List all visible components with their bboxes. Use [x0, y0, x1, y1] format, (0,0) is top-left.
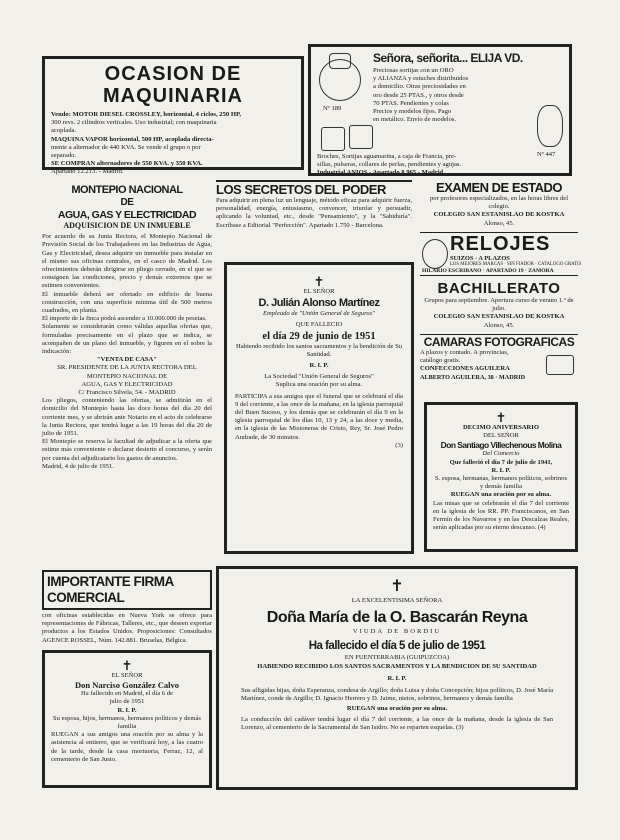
esquela-line: La conducción del cadáver tendrá lugar el día 7 del corriente, a las once de la mañana, desde la iglesia de San Lorenzo, al cementerio de la Sacramental de San Isidro. No se reparten esquelas. (3) [241, 715, 553, 731]
cross-icon: ✝ [390, 578, 404, 595]
ad-joyas [308, 44, 572, 176]
esquela-pre: LA EXCELENTISIMA SEÑORA [351, 597, 443, 604]
firma-body: con oficinas establecidas en Nueva York se ofrece para representaciones de Fábricas, Talleres, etc., que deseen exportar productos a los Estados Unidos. Proposiciones: Consultados AGENCE ROSSEL, Núm. 142.881. Bruselas, Bélgica. [42, 612, 212, 644]
maquinaria-line: separado. [51, 152, 77, 160]
esquela-pre: DECIMO ANIVERSARIO [462, 424, 540, 431]
joyas-line: Precios y modelos fijos. Pago [373, 108, 452, 116]
esquela-gonzalez-calvo [42, 650, 212, 788]
esquela-line: RUEGAN una oración por su alma. [450, 491, 552, 499]
relojes-sub: LOS MEJORES MARCAS · SIN FIADOR · CATALOGO GRATIS [450, 262, 582, 267]
esquela-line: Ha fallecido en Madrid, el día 6 de [81, 690, 173, 698]
ring-stone-illustration [329, 53, 351, 69]
esquela-line: S. esposa, hermanas, hermanos políticos, sobrinos y demás familia [434, 475, 568, 491]
cross-icon: ✝ [495, 410, 507, 425]
esquela-sub: Del Comercio [482, 450, 520, 458]
montepio-paragraph: El importe de la finca podrá ascender a 10.000.000 de pesetas. [42, 315, 207, 323]
joyas-line: oro desde 25 PTAS., y otros desde [373, 91, 464, 99]
secretos-title: LOS SECRETOS DEL PODER [216, 182, 386, 197]
esquela-line: La Sociedad "Unión General de Seguros" [264, 373, 374, 381]
cufflinks-illustration [321, 127, 345, 151]
montepio-heading: DE [120, 197, 134, 208]
joyas-line: a domicilio. Otras preciosidades en [373, 83, 466, 91]
esquela-line: PARTICIPA a sus amigos que el funeral que se celebrará el día 9 del corriente, a las once de la mañana, en la iglesia parroquial del Buen Suceso, y los demás que se celebrarán el día 9 en la iglesia parroquial de los días 10, 13 y 24, a las doce y media, en la iglesia de las Misioneras de Cristo, Rey, Sr. José Pedro Andrade, de 30 minutos. [235, 392, 403, 441]
esquela-alonso-martinez [224, 262, 414, 554]
maquinaria-line: SE COMPRAN alternadores de 550 KVA. y 350 KVA. [51, 160, 203, 168]
bachillerato-line: COLEGIO SAN ESTANISLAO DE KOSTKA [433, 313, 565, 321]
esquela-line: Que falleció el día 7 de julio de 1941, [449, 458, 553, 466]
montepio-quote: "VENTA DE CASA" [97, 356, 157, 364]
camaras-line: A plazos y contado. A provincias, catálogo gratis. [420, 349, 509, 365]
montepio-paragraph: Por acuerdo de su Junta Rectora, el Montepío Nacional de Previsión Social de los Trabajadores en las Industrias de Agua, Gas y Electricidad, desea adquirir un inmueble para instalar en el mismo sus oficinas centrales, en el casco de Madrid. Los ofrecimientos deberán dirigirse en pliego cerrado, en el que se consignen las condiciones, precio y demás extremos que se estimen convenientes. [42, 233, 212, 290]
joyas-footer: Broches, Sortijas aguamarina, a caja de Francia, pre- [317, 153, 457, 160]
bachillerato-line: Grupos para septiembre. Apertura curso de verano 1.º de julio. [424, 297, 574, 313]
esquela-line: Empleado de "Unión General de Seguros" [262, 310, 376, 318]
joyas-line: Preciosas sortijas con un ORO [373, 67, 454, 74]
esquela-line: Las misas que se celebrarán el día 7 del corriente en la iglesia de los RR. PP. Franciscanos, en San Fermín de los Navarros y en las Descalzas Reales, serán aplicadas por su eterno descanso. (4) [433, 499, 569, 532]
esquela-line: Habiendo recibido los santos sacramentos y la bendición de Su Santidad. [235, 342, 403, 358]
ad-camaras-fotograficas [420, 334, 578, 394]
maquinaria-line: 300 revs. 2 cilindros verticales. Uso industrial; con maquinaria [51, 119, 217, 127]
esquela-name: Doña María de la O. Bascarán Reyna [266, 609, 528, 627]
ad-relojes [420, 232, 582, 276]
camera-icon [546, 355, 574, 375]
joyas-title: Señora, señorita... ELIJA VD. [373, 51, 523, 65]
maquinaria-line: acoplada. [51, 127, 77, 135]
montepio-address: SR. PRESIDENTE DE LA JUNTA RECTORA DEL MONTEPIO NACIONAL DE [57, 364, 197, 380]
medal-illustration [537, 105, 563, 147]
esquela-rip: R. I. P. [309, 362, 329, 370]
maquinaria-line: Apartado 12.213. - Madrid. [51, 168, 124, 176]
esquela-bascaran-reyna [216, 566, 578, 790]
joyas-line: en metálico. Envío de modelos. [373, 116, 457, 124]
esquela-line: Sus afligidas hijas, doña Esperanza, condesa de Argillo; doña Luisa y doña Concepción; hijos políticos, D. José María Martínez, conde de Argillo; D. Ignacio Herrero y D. Jaime, nietos, sobrinos, hermanos y demás familia [241, 687, 553, 703]
esquela-rip: R. I. P. [491, 466, 511, 474]
esquela-line: julio de 1951 [109, 698, 145, 706]
ad-montepio [42, 184, 212, 566]
esquela-name: D. Julián Alonso Martínez [258, 297, 380, 310]
secretos-body: Para adquirir en plena luz un lenguaje, método eficaz para adquirir fuerza, personalidad, energía, entusiasmo, convencer, triunfar y persuadir, aplicando la voluntad, etc., desde "Pensamiento", y la "Sabiduría". Escríbase a Editorial "Perfección". Apartado 1.750 - Barcelona. [216, 197, 412, 229]
esquela-pre: EL SEÑOR [111, 672, 143, 679]
bachillerato-line: Alonso, 45. [483, 321, 515, 329]
camaras-title: CAMARAS FOTOGRAFICAS [423, 335, 575, 349]
esquela-villechenous-molina [424, 402, 578, 552]
examen-line: por profesores especializados, en las horas libres del colegio. [429, 195, 569, 211]
esquela-pre: EL SEÑOR [303, 288, 335, 295]
esquela-number: (3) [395, 441, 403, 449]
camaras-line: CONFECCIONES AGUILERA [420, 365, 510, 373]
esquela-line: Suplica una oración por su alma. [275, 381, 363, 389]
ring-tag-189: Nº 189 [323, 105, 342, 112]
ad-examen-estado [420, 180, 578, 230]
esquela-rip: R. I. P. [387, 674, 407, 682]
relojes-line: HILARIO ESCRIBANO · APARTADO 19 · ZAMORA [422, 268, 554, 274]
ad-ocasion-maquinaria [42, 56, 304, 176]
maquinaria-line: MAQUINA VAPOR horizontal, 500 HP, acoplada directa- [51, 135, 214, 143]
bachillerato-title: BACHILLERATO [437, 280, 561, 297]
montepio-paragraph: Solamente se considerarán como válidas aquellas ofertas que, formuladas precisamente en el plazo que se indica, se acompañen de un plano del inmueble, y figuren en el sobre la indicación: [42, 323, 212, 356]
examen-line: COLEGIO SAN ESTANISLAO DE KOSTKA [433, 211, 565, 219]
esquela-viuda: VIUDA DE BORDIU [352, 628, 442, 636]
montepio-paragraph: El Montepío se reserva la facultad de adjudicar a la oferta que estime más conveniente o declarar desierto el concurso, y serán por cuenta del adjudicatario los gastos de anuncios. [42, 438, 212, 462]
joyas-line: 70 PTAS. Pendientes y colas [373, 99, 449, 107]
ad-secretos-del-poder [216, 180, 412, 244]
relojes-sub: SUIZOS · A PLAZOS [450, 255, 510, 262]
maquinaria-line: Vendo: MOTOR DIESEL CROSSLEY, horizontal, 4 ciclos, 250 HP, [51, 111, 242, 118]
esquela-line: RUEGAN una oración por su alma. [346, 705, 448, 713]
esquela-rip: R. I. P. [117, 706, 137, 714]
esquela-line: RUEGAN a sus amigos una oración por su alma y la asistencia al entierro, que se verificará hoy, a las cuatro de la tarde, desde la casa mortuoria, Ferraz, 12, al cementerio de San Justo. [51, 731, 203, 763]
esquela-line: QUE FALLECIO [295, 321, 343, 329]
montepio-paragraph: Los pliegos, conteniendo las ofertas, se admitirán en el domicilio del Montepío hasta las doce horas del día 20 del corriente mes, y se abrirán ante Notario en el acto de celebrarse la Junta Rectora, que tendrá lugar a las 19 horas del día 20 de julio de 1951. [42, 397, 212, 438]
cufflinks-illustration [349, 125, 373, 149]
montepio-paragraph: El inmueble deberá ser ofertado en edificio de buena construcción, con una superficie mínima útil de 500 metros cuadrados, en planta. [42, 290, 212, 315]
montepio-date: Madrid, 4 de julio de 1951. [42, 462, 114, 470]
joyas-footer: sillas, pulseras, collares de perlas, pendientes y agujas. [317, 161, 462, 169]
firma-title: IMPORTANTE FIRMA COMERCIAL [42, 570, 212, 610]
montepio-heading: AGUA, GAS Y ELECTRICIDAD [57, 209, 197, 221]
joyas-footer: Industrial ANIOS - Apartado 8.965 - Madrid. [317, 169, 445, 177]
esquela-name: Don Santiago Villechenous Molina [440, 440, 562, 451]
esquela-line: HABIENDO RECIBIDO LOS SANTOS SACRAMENTOS Y LA BENDICION DE SU SANTIDAD [257, 662, 537, 670]
esquela-date: el día 29 de junio de 1951 [262, 330, 376, 342]
montepio-address: C/ Francisco Silvela, 54. - MADRID [78, 389, 176, 397]
watch-icon [422, 239, 448, 269]
camaras-line: ALBERTO AGUILERA, 38 · MADRID [420, 373, 526, 381]
joyas-line: y ALIANZA y estuches distribuidos [373, 75, 469, 83]
ad-firma-comercial [42, 570, 212, 642]
medal-tag-447: Nº 447 [537, 151, 556, 158]
relojes-title: RELOJES [450, 233, 551, 255]
maquinaria-line: mente a alternador de 440 KVA. Se vende el grupo o por [51, 143, 201, 151]
montepio-subheading: ADQUISICION DE UN INMUEBLE [63, 221, 191, 230]
ad-bachillerato [420, 280, 578, 332]
examen-title: EXAMEN DE ESTADO [435, 180, 563, 195]
esquela-pre: DEL SEÑOR [483, 432, 519, 440]
esquela-date: Ha fallecido el día 5 de julio de 1951 [308, 640, 486, 653]
maquinaria-title: OCASION DE MAQUINARIA [103, 63, 243, 107]
esquela-name: Don Narciso González Calvo [75, 680, 179, 691]
esquela-line: EN FUENTERRABIA (GUIPUZCOA) [344, 654, 450, 662]
esquela-line: Su esposa, hijos, hermanos, hermanos políticos y demás familia [53, 714, 201, 731]
cross-icon: ✝ [121, 658, 133, 673]
montepio-address: AGUA, GAS Y ELECTRICIDAD [81, 380, 173, 388]
examen-line: Alonso, 45. [483, 219, 515, 227]
montepio-heading: MONTEPIO NACIONAL [71, 184, 183, 196]
cross-icon: ✝ [313, 274, 325, 289]
